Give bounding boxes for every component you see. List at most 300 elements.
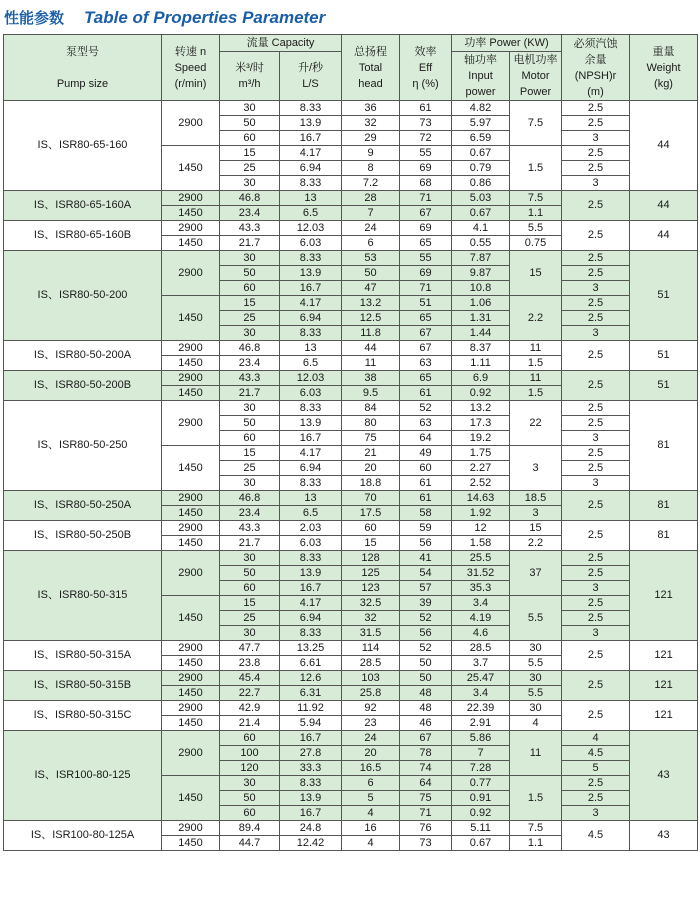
weight-cell: 121 — [630, 701, 698, 731]
npsh-cell: 2.5 — [562, 191, 630, 221]
weight-cell: 51 — [630, 371, 698, 401]
input-power: 22.39 — [452, 701, 510, 716]
efficiency: 39 — [400, 596, 452, 611]
input-power: 6.9 — [452, 371, 510, 386]
motor-power: 5.5 — [510, 221, 562, 236]
capacity-ls: 6.5 — [280, 506, 342, 521]
table-row — [4, 491, 698, 506]
input-power: 35.3 — [452, 581, 510, 596]
motor-power: 11 — [510, 341, 562, 356]
title-cn: 性能参数 — [4, 10, 65, 27]
capacity-ls: 8.33 — [280, 101, 342, 116]
capacity-ls: 24.8 — [280, 821, 342, 836]
npsh-cell: 3 — [562, 326, 630, 341]
input-power: 14.63 — [452, 491, 510, 506]
input-power: 4.6 — [452, 626, 510, 641]
speed-cell: 2900 — [162, 491, 220, 506]
total-head: 12.5 — [342, 311, 400, 326]
efficiency: 50 — [400, 656, 452, 671]
capacity-m3h: 30 — [220, 626, 280, 641]
total-head: 28 — [342, 191, 400, 206]
pump-model: IS、ISR100-80-125 — [4, 731, 162, 821]
speed-cell: 2900 — [162, 671, 220, 686]
efficiency: 48 — [400, 701, 452, 716]
npsh-cell: 3 — [562, 281, 630, 296]
capacity-ls: 4.17 — [280, 146, 342, 161]
capacity-ls: 6.31 — [280, 686, 342, 701]
total-head: 18.8 — [342, 476, 400, 491]
capacity-ls: 12.6 — [280, 671, 342, 686]
input-power: 9.87 — [452, 266, 510, 281]
capacity-m3h: 43.3 — [220, 371, 280, 386]
pump-model: IS、ISR80-50-315A — [4, 641, 162, 671]
speed-cell: 1450 — [162, 536, 220, 551]
total-head: 4 — [342, 836, 400, 851]
efficiency: 56 — [400, 626, 452, 641]
speed-cell: 1450 — [162, 236, 220, 251]
efficiency: 75 — [400, 791, 452, 806]
efficiency: 55 — [400, 146, 452, 161]
efficiency: 71 — [400, 191, 452, 206]
total-head: 53 — [342, 251, 400, 266]
capacity-m3h: 46.8 — [220, 491, 280, 506]
capacity-m3h: 30 — [220, 176, 280, 191]
npsh-cell: 2.5 — [562, 521, 630, 551]
capacity-ls: 8.33 — [280, 626, 342, 641]
capacity-ls: 8.33 — [280, 776, 342, 791]
input-power: 0.92 — [452, 806, 510, 821]
capacity-ls: 5.94 — [280, 716, 342, 731]
total-head: 7.2 — [342, 176, 400, 191]
capacity-ls: 13.25 — [280, 641, 342, 656]
capacity-m3h: 30 — [220, 101, 280, 116]
efficiency: 73 — [400, 836, 452, 851]
motor-power: 30 — [510, 701, 562, 716]
motor-power: 22 — [510, 401, 562, 446]
total-head: 24 — [342, 221, 400, 236]
motor-power: 11 — [510, 371, 562, 386]
npsh-cell: 2.5 — [562, 221, 630, 251]
capacity-m3h: 100 — [220, 746, 280, 761]
total-head: 31.5 — [342, 626, 400, 641]
input-power: 17.3 — [452, 416, 510, 431]
efficiency: 63 — [400, 356, 452, 371]
capacity-ls: 8.33 — [280, 401, 342, 416]
npsh-cell: 2.5 — [562, 161, 630, 176]
motor-power: 5.5 — [510, 656, 562, 671]
efficiency: 69 — [400, 266, 452, 281]
efficiency: 65 — [400, 371, 452, 386]
capacity-m3h: 23.4 — [220, 356, 280, 371]
total-head: 9 — [342, 146, 400, 161]
total-head: 16 — [342, 821, 400, 836]
speed-cell: 2900 — [162, 101, 220, 146]
speed-cell: 2900 — [162, 821, 220, 836]
efficiency: 65 — [400, 311, 452, 326]
npsh-cell: 2.5 — [562, 611, 630, 626]
capacity-ls: 16.7 — [280, 431, 342, 446]
npsh-cell: 3 — [562, 431, 630, 446]
npsh-cell: 2.5 — [562, 641, 630, 671]
total-head: 84 — [342, 401, 400, 416]
input-power: 0.55 — [452, 236, 510, 251]
efficiency: 71 — [400, 281, 452, 296]
capacity-m3h: 25 — [220, 461, 280, 476]
capacity-ls: 6.94 — [280, 611, 342, 626]
speed-cell: 1450 — [162, 446, 220, 491]
speed-cell: 1450 — [162, 686, 220, 701]
input-power: 13.2 — [452, 401, 510, 416]
capacity-m3h: 22.7 — [220, 686, 280, 701]
table-row — [4, 821, 698, 836]
input-power: 28.5 — [452, 641, 510, 656]
input-power: 0.67 — [452, 206, 510, 221]
speed-cell: 1450 — [162, 296, 220, 341]
efficiency: 56 — [400, 536, 452, 551]
input-power: 1.92 — [452, 506, 510, 521]
capacity-ls: 4.17 — [280, 446, 342, 461]
efficiency: 41 — [400, 551, 452, 566]
capacity-ls: 12.42 — [280, 836, 342, 851]
table-row — [4, 551, 698, 566]
efficiency: 68 — [400, 176, 452, 191]
capacity-ls: 8.33 — [280, 476, 342, 491]
npsh-cell: 4.5 — [562, 821, 630, 851]
total-head: 70 — [342, 491, 400, 506]
table-row — [4, 521, 698, 536]
input-power: 1.44 — [452, 326, 510, 341]
capacity-ls: 8.33 — [280, 326, 342, 341]
motor-power: 5.5 — [510, 596, 562, 641]
efficiency: 59 — [400, 521, 452, 536]
efficiency: 57 — [400, 581, 452, 596]
table-row — [4, 401, 698, 416]
efficiency: 60 — [400, 461, 452, 476]
capacity-m3h: 60 — [220, 731, 280, 746]
capacity-ls: 6.94 — [280, 161, 342, 176]
table-row — [4, 371, 698, 386]
efficiency: 51 — [400, 296, 452, 311]
npsh-cell: 2.5 — [562, 296, 630, 311]
capacity-m3h: 50 — [220, 266, 280, 281]
pump-model: IS、ISR80-65-160B — [4, 221, 162, 251]
input-power: 12 — [452, 521, 510, 536]
total-head: 47 — [342, 281, 400, 296]
input-power: 7.87 — [452, 251, 510, 266]
input-power: 25.47 — [452, 671, 510, 686]
speed-cell: 1450 — [162, 716, 220, 731]
header-npsh: 必须汽蚀 余量 (NPSH)r (m) — [562, 35, 630, 101]
capacity-m3h: 60 — [220, 131, 280, 146]
weight-cell: 51 — [630, 341, 698, 371]
capacity-m3h: 45.4 — [220, 671, 280, 686]
motor-power: 1.5 — [510, 146, 562, 191]
table-row — [4, 671, 698, 686]
efficiency: 50 — [400, 671, 452, 686]
npsh-cell: 2.5 — [562, 701, 630, 731]
capacity-ls: 8.33 — [280, 251, 342, 266]
speed-cell: 2900 — [162, 701, 220, 716]
efficiency: 67 — [400, 326, 452, 341]
total-head: 28.5 — [342, 656, 400, 671]
header-pump-size: 泵型号 Pump size — [4, 35, 162, 101]
npsh-cell: 4 — [562, 731, 630, 746]
table-row — [4, 641, 698, 656]
efficiency: 55 — [400, 251, 452, 266]
input-power: 1.58 — [452, 536, 510, 551]
total-head: 20 — [342, 461, 400, 476]
weight-cell: 81 — [630, 521, 698, 551]
capacity-ls: 33.3 — [280, 761, 342, 776]
total-head: 38 — [342, 371, 400, 386]
table-header — [4, 35, 698, 101]
npsh-cell: 2.5 — [562, 551, 630, 566]
speed-cell: 1450 — [162, 656, 220, 671]
capacity-m3h: 23.8 — [220, 656, 280, 671]
table-row — [4, 221, 698, 236]
weight-cell: 44 — [630, 221, 698, 251]
speed-cell: 2900 — [162, 221, 220, 236]
input-power: 7 — [452, 746, 510, 761]
efficiency: 76 — [400, 821, 452, 836]
capacity-m3h: 21.4 — [220, 716, 280, 731]
weight-cell: 43 — [630, 731, 698, 821]
total-head: 7 — [342, 206, 400, 221]
capacity-ls: 4.17 — [280, 596, 342, 611]
capacity-m3h: 21.7 — [220, 536, 280, 551]
capacity-ls: 13 — [280, 191, 342, 206]
total-head: 24 — [342, 731, 400, 746]
title-bar — [0, 0, 700, 28]
input-power: 0.86 — [452, 176, 510, 191]
efficiency: 58 — [400, 506, 452, 521]
weight-cell: 121 — [630, 551, 698, 641]
input-power: 25.5 — [452, 551, 510, 566]
speed-cell: 2900 — [162, 731, 220, 776]
speed-cell: 1450 — [162, 776, 220, 821]
efficiency: 67 — [400, 731, 452, 746]
total-head: 6 — [342, 776, 400, 791]
total-head: 15 — [342, 536, 400, 551]
efficiency: 71 — [400, 806, 452, 821]
capacity-ls: 27.8 — [280, 746, 342, 761]
efficiency: 74 — [400, 761, 452, 776]
capacity-ls: 6.03 — [280, 536, 342, 551]
capacity-m3h: 60 — [220, 581, 280, 596]
motor-power: 11 — [510, 731, 562, 776]
capacity-m3h: 44.7 — [220, 836, 280, 851]
efficiency: 67 — [400, 206, 452, 221]
efficiency: 61 — [400, 476, 452, 491]
total-head: 50 — [342, 266, 400, 281]
capacity-ls: 13.9 — [280, 266, 342, 281]
motor-power: 2.2 — [510, 296, 562, 341]
efficiency: 49 — [400, 446, 452, 461]
total-head: 75 — [342, 431, 400, 446]
capacity-m3h: 23.4 — [220, 506, 280, 521]
speed-cell: 1450 — [162, 356, 220, 371]
npsh-cell: 3 — [562, 626, 630, 641]
header-cap-m3: 米³/时 m³/h — [220, 52, 280, 101]
total-head: 4 — [342, 806, 400, 821]
pump-model: IS、ISR80-50-250 — [4, 401, 162, 491]
npsh-cell: 5 — [562, 761, 630, 776]
capacity-m3h: 46.8 — [220, 341, 280, 356]
npsh-cell: 2.5 — [562, 671, 630, 701]
title-en: Table of Properties Parameter — [84, 8, 326, 27]
npsh-cell: 2.5 — [562, 491, 630, 521]
motor-power: 1.5 — [510, 386, 562, 401]
efficiency: 52 — [400, 401, 452, 416]
efficiency: 54 — [400, 566, 452, 581]
capacity-m3h: 50 — [220, 116, 280, 131]
pump-model: IS、ISR80-65-160A — [4, 191, 162, 221]
capacity-m3h: 15 — [220, 296, 280, 311]
input-power: 5.03 — [452, 191, 510, 206]
npsh-cell: 4.5 — [562, 746, 630, 761]
npsh-cell: 2.5 — [562, 791, 630, 806]
capacity-ls: 8.33 — [280, 176, 342, 191]
motor-power: 1.1 — [510, 206, 562, 221]
pump-model: IS、ISR80-50-250A — [4, 491, 162, 521]
capacity-ls: 6.5 — [280, 356, 342, 371]
motor-power: 7.5 — [510, 101, 562, 146]
npsh-cell: 2.5 — [562, 266, 630, 281]
capacity-m3h: 42.9 — [220, 701, 280, 716]
header-capacity: 流量 Capacity — [220, 35, 342, 52]
efficiency: 69 — [400, 221, 452, 236]
total-head: 9.5 — [342, 386, 400, 401]
capacity-m3h: 25 — [220, 161, 280, 176]
capacity-ls: 6.5 — [280, 206, 342, 221]
total-head: 114 — [342, 641, 400, 656]
weight-cell: 81 — [630, 491, 698, 521]
total-head: 8 — [342, 161, 400, 176]
capacity-ls: 13 — [280, 491, 342, 506]
input-power: 10.8 — [452, 281, 510, 296]
efficiency: 48 — [400, 686, 452, 701]
table-row — [4, 701, 698, 716]
capacity-m3h: 21.7 — [220, 236, 280, 251]
table-row — [4, 101, 698, 116]
efficiency: 73 — [400, 116, 452, 131]
efficiency: 61 — [400, 386, 452, 401]
capacity-m3h: 47.7 — [220, 641, 280, 656]
motor-power: 1.1 — [510, 836, 562, 851]
capacity-ls: 16.7 — [280, 581, 342, 596]
motor-power: 3 — [510, 506, 562, 521]
efficiency: 63 — [400, 416, 452, 431]
table-row — [4, 341, 698, 356]
capacity-m3h: 60 — [220, 431, 280, 446]
weight-cell: 121 — [630, 671, 698, 701]
header-weight: 重量 Weight (kg) — [630, 35, 698, 101]
header-power: 功率 Power (KW) — [452, 35, 562, 52]
total-head: 123 — [342, 581, 400, 596]
npsh-cell: 3 — [562, 131, 630, 146]
capacity-ls: 13.9 — [280, 416, 342, 431]
speed-cell: 1450 — [162, 506, 220, 521]
motor-power: 30 — [510, 641, 562, 656]
pump-model: IS、ISR100-80-125A — [4, 821, 162, 851]
efficiency: 64 — [400, 776, 452, 791]
npsh-cell: 2.5 — [562, 251, 630, 266]
npsh-cell: 3 — [562, 176, 630, 191]
total-head: 92 — [342, 701, 400, 716]
motor-power: 30 — [510, 671, 562, 686]
capacity-m3h: 30 — [220, 251, 280, 266]
total-head: 103 — [342, 671, 400, 686]
speed-cell: 1450 — [162, 206, 220, 221]
capacity-ls: 6.03 — [280, 386, 342, 401]
capacity-m3h: 60 — [220, 806, 280, 821]
npsh-cell: 2.5 — [562, 416, 630, 431]
capacity-ls: 16.7 — [280, 281, 342, 296]
total-head: 11 — [342, 356, 400, 371]
npsh-cell: 2.5 — [562, 446, 630, 461]
total-head: 17.5 — [342, 506, 400, 521]
capacity-m3h: 46.8 — [220, 191, 280, 206]
pump-model: IS、ISR80-65-160 — [4, 101, 162, 191]
efficiency: 46 — [400, 716, 452, 731]
total-head: 25.8 — [342, 686, 400, 701]
motor-power: 7.5 — [510, 191, 562, 206]
total-head: 13.2 — [342, 296, 400, 311]
pump-model: IS、ISR80-50-200 — [4, 251, 162, 341]
motor-power: 4 — [510, 716, 562, 731]
capacity-m3h: 89.4 — [220, 821, 280, 836]
input-power: 1.31 — [452, 311, 510, 326]
capacity-m3h: 23.4 — [220, 206, 280, 221]
capacity-m3h: 25 — [220, 311, 280, 326]
weight-cell: 44 — [630, 191, 698, 221]
speed-cell: 2900 — [162, 371, 220, 386]
input-power: 2.91 — [452, 716, 510, 731]
capacity-m3h: 50 — [220, 566, 280, 581]
capacity-ls: 6.61 — [280, 656, 342, 671]
input-power: 2.52 — [452, 476, 510, 491]
motor-power: 1.5 — [510, 356, 562, 371]
capacity-ls: 16.7 — [280, 806, 342, 821]
weight-cell: 81 — [630, 401, 698, 491]
capacity-m3h: 60 — [220, 281, 280, 296]
capacity-m3h: 30 — [220, 776, 280, 791]
input-power: 1.06 — [452, 296, 510, 311]
capacity-ls: 13 — [280, 341, 342, 356]
capacity-ls: 11.92 — [280, 701, 342, 716]
capacity-ls: 6.94 — [280, 461, 342, 476]
input-power: 1.11 — [452, 356, 510, 371]
total-head: 20 — [342, 746, 400, 761]
input-power: 4.19 — [452, 611, 510, 626]
input-power: 4.1 — [452, 221, 510, 236]
input-power: 1.75 — [452, 446, 510, 461]
table-row — [4, 251, 698, 266]
capacity-m3h: 30 — [220, 551, 280, 566]
speed-cell: 2900 — [162, 251, 220, 296]
input-power: 0.79 — [452, 161, 510, 176]
npsh-cell: 2.5 — [562, 596, 630, 611]
capacity-ls: 16.7 — [280, 731, 342, 746]
motor-power: 3 — [510, 446, 562, 491]
input-power: 8.37 — [452, 341, 510, 356]
properties-table — [3, 34, 698, 851]
npsh-cell: 3 — [562, 581, 630, 596]
input-power: 6.59 — [452, 131, 510, 146]
efficiency: 52 — [400, 641, 452, 656]
weight-cell: 44 — [630, 101, 698, 191]
capacity-m3h: 25 — [220, 611, 280, 626]
